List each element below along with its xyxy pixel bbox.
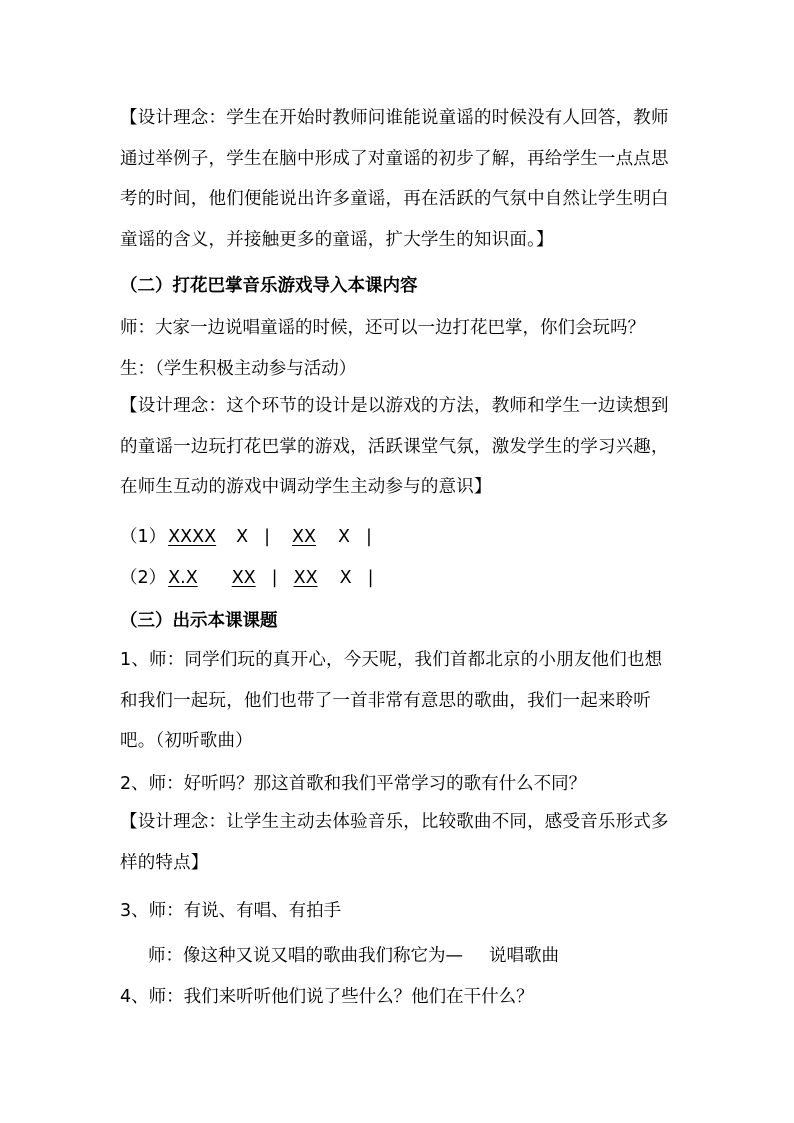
rhythm-2-beat-a: X.X [168, 568, 198, 588]
item-3-followup-text: 师：像这种又说又唱的歌曲我们称它为— [148, 946, 463, 966]
rhythm-1-bar-2: | [366, 527, 372, 547]
rhythm-2-label: （2） [120, 568, 167, 588]
rhythm-line-1 [120, 523, 372, 548]
rhythm-1-label: （1） [120, 527, 167, 547]
rhythm-line-2 [120, 564, 373, 589]
rhythm-1-beat-d: X [338, 527, 350, 547]
rhythm-1-beat-c: XX [292, 527, 316, 547]
teacher-line-1: 师：大家一边说唱童谣的时候，还可以一边打花巴掌，你们会玩吗？ [120, 318, 645, 338]
rhythm-2-beat-d: X [339, 568, 352, 588]
rhythm-2-beat-c: XX [293, 568, 318, 588]
item-3: 3、师：有说、有唱、有拍手 [120, 901, 342, 921]
student-line-1: 生：（学生积极主动参与活动） [120, 359, 357, 379]
rhythm-2-bar-1: | [271, 568, 278, 588]
design-concept-1: 【设计理念：学生在开始时教师问谁能说童谣的时候没有人回答，教师通过举例子，学生在脑中形成了对童谣的初步了解，再给学生一点点思考的时间，他们便能说出许多童谣，再在活跃的气氛中自然让学生明白童谣的含义，并接触更多的童谣，扩大学生的知识面。】 [120, 108, 669, 250]
rhythm-1-beat-a: XXXX [168, 527, 217, 547]
design-concept-2: 【设计理念：这个环节的设计是以游戏的方法，教师和学生一边读想到的童谣一边玩打花巴掌的游戏，活跃课堂气氛，激发学生的学习兴趣，在师生互动的游戏中调动学生主动参与的意识】 [120, 396, 669, 497]
item-3-followup [148, 942, 559, 967]
item-1: 1、师：同学们玩的真开心，今天呢，我们首都北京的小朋友他们也想和我们一起玩，他们也带了一首非常有意思的歌曲，我们一起来聆听吧。（初听歌曲） [120, 650, 663, 751]
section-heading-3: （三）出示本课课题 [120, 611, 278, 631]
item-4: 4、师：我们来听听他们说了些什么？他们在干什么？ [120, 987, 534, 1007]
item-2: 2、师：好听吗？那这首歌和我们平常学习的歌有什么不同？ [120, 774, 587, 794]
rhythm-1-beat-b: X [236, 527, 249, 547]
section-heading-2: （二）打花巴掌音乐游戏导入本课内容 [120, 276, 418, 296]
item-3-followup-answer: 说唱歌曲 [489, 946, 559, 966]
rhythm-2-beat-b: XX [231, 568, 256, 588]
design-concept-3: 【设计理念：让学生主动去体验音乐，比较歌曲不同，感受音乐形式多样的特点】 [120, 812, 669, 873]
rhythm-1-bar-1: | [264, 527, 271, 547]
rhythm-2-bar-2: | [367, 568, 374, 588]
